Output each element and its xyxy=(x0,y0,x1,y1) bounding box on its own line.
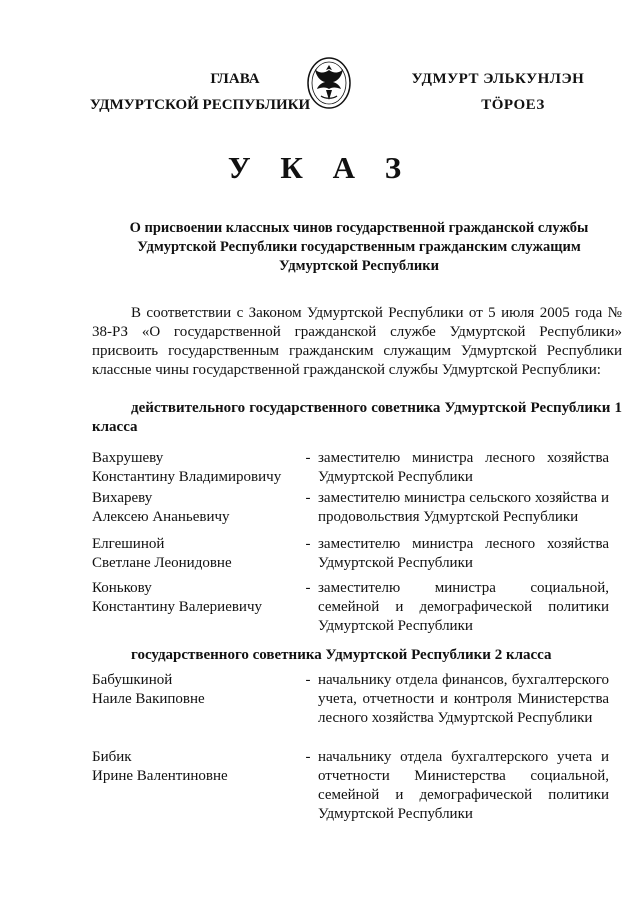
appointee-surname: Елгешиной xyxy=(92,536,165,552)
appointee-given-name: Наиле Вакиповне xyxy=(92,691,205,707)
appointee-name xyxy=(92,535,302,573)
appointee-name xyxy=(92,671,302,709)
issuer-udmurt xyxy=(378,66,618,118)
preamble-text: В соответствии с Законом Удмуртской Республики от 5 июля 2005 года № 38-РЗ «О государственной гражданской службе Удмуртской Республики» присвоить государственным гражданским служащим Удмуртской Республики классные чины государственной гражданской службы Удмуртской Республики: xyxy=(92,305,622,378)
appointee-surname: Вахрушеву xyxy=(92,450,164,466)
appointee-surname: Вихареву xyxy=(92,490,153,506)
appointee-position: начальнику отдела финансов, бухгалтерского учета, отчетности и контроля Министерства лесного хозяйства Удмуртской Республики xyxy=(318,672,609,726)
appointee-name xyxy=(92,489,302,527)
appointee-surname: Конькову xyxy=(92,580,152,596)
appointee-given-name: Ирине Валентиновне xyxy=(92,768,228,784)
coat-of-arms-icon xyxy=(306,56,352,110)
appointee-given-name: Светлане Леонидовне xyxy=(92,555,232,571)
issuer-udmurt-line1: УДМУРТ ЭЛЬКУНЛЭН xyxy=(411,71,585,87)
document-subject: О присвоении классных чинов государственной гражданской службы Удмуртской Республики государственным гражданским служащим Удмуртской Республики xyxy=(129,220,589,274)
rank-heading-1: действительного государственного советника Удмуртской Республики 1 класса xyxy=(92,400,622,435)
appointee-surname: Бабушкиной xyxy=(92,672,173,688)
appointee-position: заместителю министра лесного хозяйства Удмуртской Республики xyxy=(318,536,609,571)
appointee-position: заместителю министра социальной, семейной и демографической политики Удмуртской Республики xyxy=(318,580,609,634)
issuer-udmurt-line2: ТӦРОЕЗ xyxy=(481,97,545,113)
appointee-position: начальнику отдела бухгалтерского учета и отчетности Министерства социальной, семейной и демографической политики Удмуртской Республики xyxy=(318,749,609,822)
appointee-name xyxy=(92,449,302,487)
issuer-russian xyxy=(70,66,330,118)
rank-heading-2: государственного советника Удмуртской Республики 2 класса xyxy=(131,647,552,663)
appointee-position: заместителю министра сельского хозяйства и продовольствия Удмуртской Республики xyxy=(318,490,609,525)
appointee-surname: Бибик xyxy=(92,749,132,765)
document-title: У К А З xyxy=(227,150,413,185)
entry-dash: - xyxy=(305,490,311,506)
appointee-name xyxy=(92,579,302,617)
entry-dash: - xyxy=(305,749,311,765)
appointee-given-name: Алексею Ананьевичу xyxy=(92,509,230,525)
entry-dash: - xyxy=(305,580,311,596)
preamble xyxy=(92,304,622,380)
appointee-given-name: Константину Валериевичу xyxy=(92,599,263,615)
issuer-republic-line: УДМУРТСКОЙ РЕСПУБЛИКИ xyxy=(89,97,311,113)
entry-dash: - xyxy=(305,536,311,552)
appointee-position: заместителю министра лесного хозяйства Удмуртской Республики xyxy=(318,450,609,485)
entry-dash: - xyxy=(305,672,311,688)
appointee-name xyxy=(92,748,302,786)
entry-dash: - xyxy=(305,450,311,466)
issuer-title-line: ГЛАВА xyxy=(210,71,260,87)
appointee-given-name: Константину Владимировичу xyxy=(92,469,282,485)
